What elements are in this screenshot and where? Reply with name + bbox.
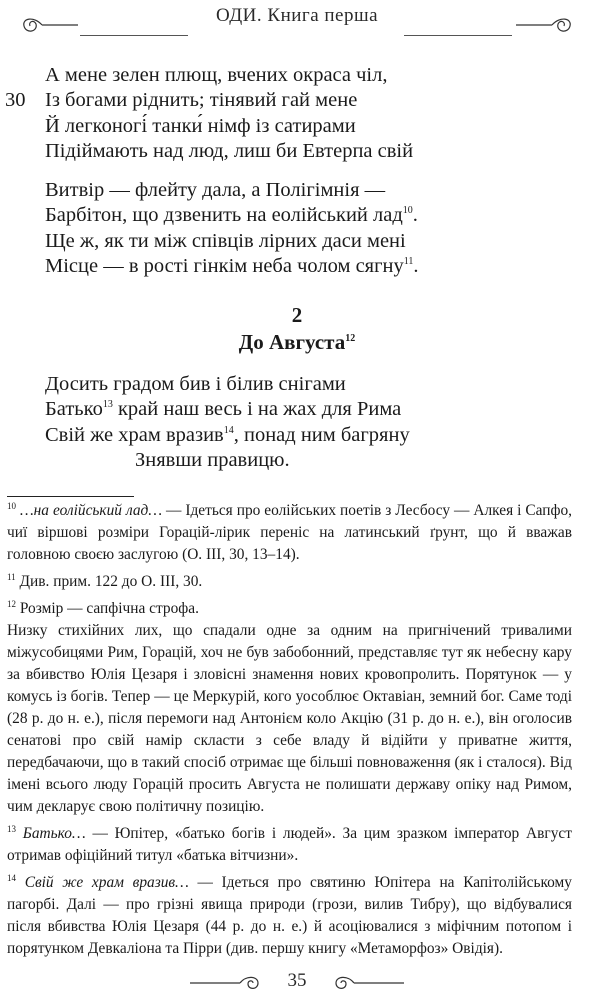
footnote-lemma: Батько… <box>22 825 86 842</box>
footnote-rule <box>7 496 134 497</box>
stanza-2 <box>45 178 419 279</box>
footnote-12 <box>7 598 572 620</box>
footnote-12-body: Низку стихійних лих, що спадали одне за одним на пригнічений тривалими міжусобицями Рим, Горацій, хоч не був забобонний, представляє тут як небесну кару за вбивство Юлія Цезаря і зловісні знамення нових кровопролить. Порятунок — у комусь із богів. Тепер — це Меркурій, кого уособлює Октавіан, земний бог. Саме тоді (28 р. до н. е.), після перемоги над Антонієм коло Акцію (31 р. до н. е.), він оголосив сенатові про свій намір скласти з себе владу й відійти у приватне життя, передбачаючи, що в такий спосіб отримає ще більші повноваження (як і сталося). Від імені всього люду Горацій просить Августа не полишати державу опіку над Римом, чим декларує свою політичну позицію. <box>7 622 572 815</box>
footnote-lemma: …на еолійський лад… <box>19 502 163 519</box>
footnote-mark: 12 <box>7 599 16 609</box>
flourish-ornament-icon <box>330 972 406 994</box>
footnote-13 <box>7 823 572 867</box>
footnote-10 <box>7 500 572 566</box>
footnote-14 <box>7 872 572 960</box>
verse-text: Барбітон, що дзвенить на еолійський лад <box>45 204 403 227</box>
footnote-lemma: Свій же храм вразив… <box>24 874 189 891</box>
verse-text: Свій же храм вразив <box>45 423 224 446</box>
verse-line: Ще ж, як ти між співців лірних даси мені <box>45 229 406 252</box>
stanza-1 <box>5 63 414 164</box>
verse-text: Місце — в рості гінкім неба чолом сягну <box>45 254 404 277</box>
verse-line: Й легконогі́ танки́ німф із сатирами <box>45 114 356 137</box>
verse-line <box>45 423 410 448</box>
verse-line: Барбітон, що дзвенить на еолійський лад$^{10}$. <box>45 204 418 227</box>
footnote-mark: 14 <box>7 873 16 883</box>
footnote-text: — Ідеться про еолійських поетів з Лесбосу — Алкея і Сапфо, чиї віршові розміри Горацій-лірик переніс на латинський ґрунт, що й вважав головною своєю заслугою (О. ІІІ, 30, 13–14). <box>7 502 572 563</box>
verse-text: Із богами ріднить; тінявий гай мене <box>45 89 358 112</box>
footnote-mark: 10 <box>7 501 16 511</box>
verse-text: край наш весь і на жах для Рима <box>112 398 402 421</box>
footnote-text: — Юпітер, «батько богів і людей». За цим зразком імператор Август отримав офіційний титул «батька вітчизни». <box>7 825 572 864</box>
verse-line: Знявши правицю. <box>135 448 290 471</box>
footnote-text: Розмір — сапфічна строфа. <box>19 600 199 617</box>
footnote-mark: 11 <box>7 572 16 582</box>
verse-line: А мене зелен плющ, вчених окраса чіл, <box>45 64 388 86</box>
running-title: ОДИ. Книга перша <box>215 5 379 26</box>
verse-line: Витвір — флейту дала, а Полігімнія — <box>45 179 386 201</box>
ode-2-stanza <box>45 372 410 473</box>
verse-text: , понад ним багряну <box>233 423 410 446</box>
footnote-text: Див. прим. 122 до О. ІІІ, 30. <box>19 573 203 590</box>
line-number: 30 <box>5 89 26 112</box>
ode-number: 2 <box>291 303 303 327</box>
footnote-ref[interactable]: 14 <box>223 424 234 436</box>
footnote-ref[interactable]: 12 <box>345 333 356 344</box>
verse-line: Підіймають над люд, лиш би Евтерпа свій <box>45 139 414 162</box>
footnote-ref[interactable]: 10 <box>402 205 413 217</box>
running-header <box>0 0 594 40</box>
flourish-ornament-icon <box>514 14 578 36</box>
footnotes <box>7 500 572 965</box>
footnote-ref[interactable]: 11 <box>403 255 414 267</box>
verse-line <box>5 88 413 113</box>
footnote-ref[interactable]: 13 <box>102 399 113 411</box>
verse-text: Батько <box>45 398 103 421</box>
verse-line: Місце — в рості гінкім неба чолом сягну$^{11}$. <box>45 254 419 277</box>
verse-line: Досить градом бив і білив снігами <box>45 373 346 395</box>
verse-line <box>45 397 410 422</box>
footnote-text: — Ідеться про святиню Юпітера на Капітолійському пагорбі. Далі — про грізні явища природи (грози, вилив Тибру), що відбувалися після вбивства Юлія Цезаря (44 р. до н. е.) й асоціювалися з міфічним потопом і порятунком Девкаліона та Пірри (див. першу книгу «Метаморфоз» Овідія). <box>7 874 572 957</box>
page-footer <box>0 968 594 998</box>
page-number: 35 <box>287 970 307 991</box>
ode-title <box>0 330 594 355</box>
footnote-11 <box>7 571 572 593</box>
header-rule-right <box>404 35 512 36</box>
footnote-mark: 13 <box>7 824 16 834</box>
header-rule-left <box>80 35 188 36</box>
ode-title-text: До Августа <box>238 330 346 354</box>
